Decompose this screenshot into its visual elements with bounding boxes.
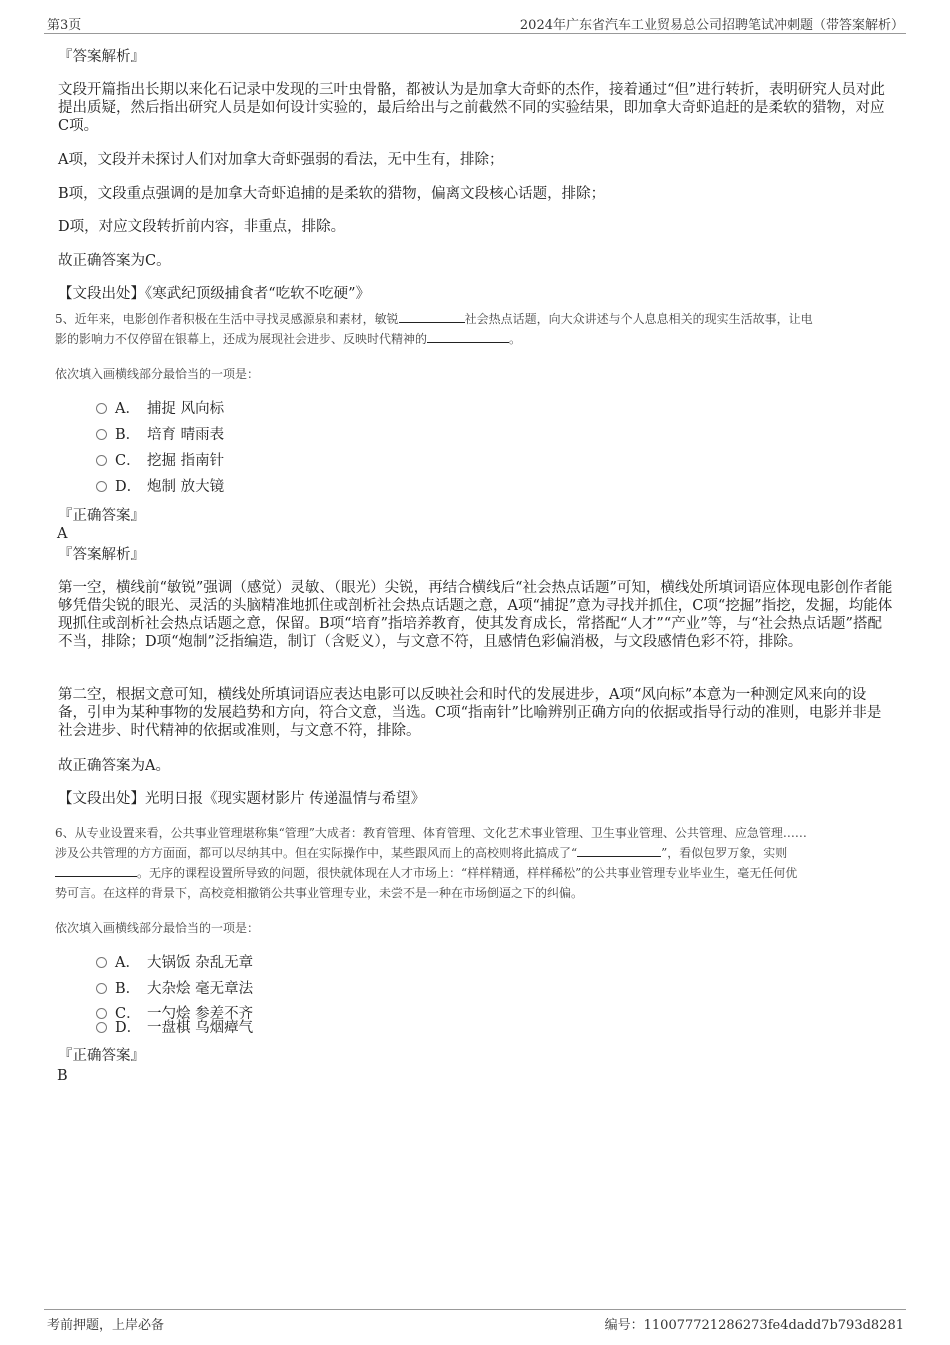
correct-answer-label: 『正确答案』 [58,508,145,524]
question-6-instruction: 依次填入画横线部分最恰当的一项是： [55,921,260,935]
analysis-option-d: D项，对应文段转折前内容，非重点，排除。 [58,219,346,235]
q6-option-d[interactable]: D． 一盘棋 乌烟瘴气 [96,1019,253,1037]
document-serial: 编号：110077721286273fe4dadd7b793d8281 [604,1318,904,1333]
question-5-stem: 5、近年来，电影创作者积极在生活中寻找灵感源泉和素材，敏锐 社会热点话题，向大众讲述与个人息息相关的现实生活故事，让电 影的影响力不仅停留在银幕上，还成为展现社会进步、反映时代精神的 。 [55,312,813,346]
fill-blank [577,844,661,857]
footer-slogan: 考前押题，上岸必备 [47,1318,165,1333]
q5-option-c[interactable]: C． 挖掘 指南针 [96,452,224,470]
analysis-paragraph-2: 第二空，根据文意可知，横线处所填词语应表达电影可以反映社会和时代的发展进步，A项“风向标”本意为一种测定风来向的设备，引申为某种事物的发展趋势和方向，符合文意，当选。C项“指南针”比喻辨别正确方向的依据或指导行动的准则，电影并非是社会进步、时代精神的依据或准则，与文意不符，排除。 [58,687,882,739]
radio-button[interactable] [96,403,107,414]
radio-button[interactable] [96,1008,107,1019]
analysis-label: 『答案解析』 [58,547,145,563]
radio-button[interactable] [96,983,107,994]
document-title: 2024年广东省汽车工业贸易总公司招聘笔试冲刺题（带答案解析） [519,18,904,33]
analysis-paragraph-1: 第一空，横线前“敏锐”强调（感觉）灵敏、（眼光）尖锐，再结合横线后“社会热点话题”可知，横线处所填词语应体现电影创作者能够凭借尖锐的眼光、灵活的头脑精准地抓住或剖析社会热点话题之意，A项“捕捉”意为寻找并抓住，C项“挖掘”指挖，发掘，均能体现抓住或剖析社会热点话题之意，保留。B项“培育”指培养教育，使其发育成长，常搭配“人才”“产业”等，与“社会热点话题”搭配不当，排除；D项“炮制”泛指编造，制订（含贬义），与文意不符，且感情色彩偏消极，与文段感情色彩不符，排除。 [58,580,893,650]
radio-button[interactable] [96,455,107,466]
fill-blank [399,310,465,323]
fill-blank [55,864,137,877]
q6-option-b[interactable]: B． 大杂烩 毫无章法 [96,980,253,998]
radio-button[interactable] [96,957,107,968]
correct-answer-label: 『正确答案』 [58,1048,145,1064]
question-5-instruction: 依次填入画横线部分最恰当的一项是： [55,367,260,381]
passage-source: 【文段出处】光明日报《现实题材影片 传递温情与希望》 [58,791,426,807]
q5-option-a[interactable]: A． 捕捉 风向标 [96,400,224,418]
page-number: 第3页 [47,18,82,33]
correct-answer: A [57,526,68,542]
question-6-stem: 6、从专业设置来看，公共事业管理堪称集“管理”大成者：教育管理、体育管理、文化艺术事业管理、卫生事业管理、公共管理、应急管理…… 涉及公共管理的方方面面，都可以尽纳其中。但在实际操作中，某些跟风而上的高校则将此搞成了“ ”，看似包罗万象，实则 。无序的课程设置所导致的问题，很快就体现在人才市场上：“样样精通，样样稀松”的公共事业管理专业毕业生，毫无任何优 势可言。在这样的背景下，高校竞相撤销公共事业管理专业，未尝不是一种在市场倒逼之下的纠偏。 [55,826,807,900]
analysis-label: 『答案解析』 [58,49,145,65]
answer-conclusion: 故正确答案为A。 [58,758,170,774]
answer-conclusion: 故正确答案为C。 [58,253,171,269]
q6-option-a[interactable]: A． 大锅饭 杂乱无章 [96,954,253,972]
analysis-paragraph: 文段开篇指出长期以来化石记录中发现的三叶虫骨骼，都被认为是加拿大奇虾的杰作，接着通过“但”进行转折，表明研究人员对此提出质疑，然后指出研究人员是如何设计实验的，最后给出与之前截然不同的实验结果，即加拿大奇虾追赶的是柔软的猎物，对应C项。 [58,82,885,134]
radio-button[interactable] [96,1022,107,1033]
q5-option-b[interactable]: B． 培育 晴雨表 [96,426,224,444]
fill-blank [427,330,509,343]
q5-option-d[interactable]: D． 炮制 放大镜 [96,478,224,496]
analysis-option-a: A项，文段并未探讨人们对加拿大奇虾强弱的看法，无中生有，排除； [58,152,504,168]
passage-source: 【文段出处】《寒武纪顶级捕食者“吃软不吃硬”》 [58,286,371,302]
radio-button[interactable] [96,481,107,492]
header-divider [44,33,906,34]
correct-answer: B [57,1068,68,1084]
q6-option-c[interactable]: C． 一勺烩 参差不齐 [96,1005,253,1023]
analysis-option-b: B项，文段重点强调的是加拿大奇虾追捕的是柔软的猎物，偏离文段核心话题，排除； [58,186,606,202]
footer-divider [44,1309,906,1310]
radio-button[interactable] [96,429,107,440]
